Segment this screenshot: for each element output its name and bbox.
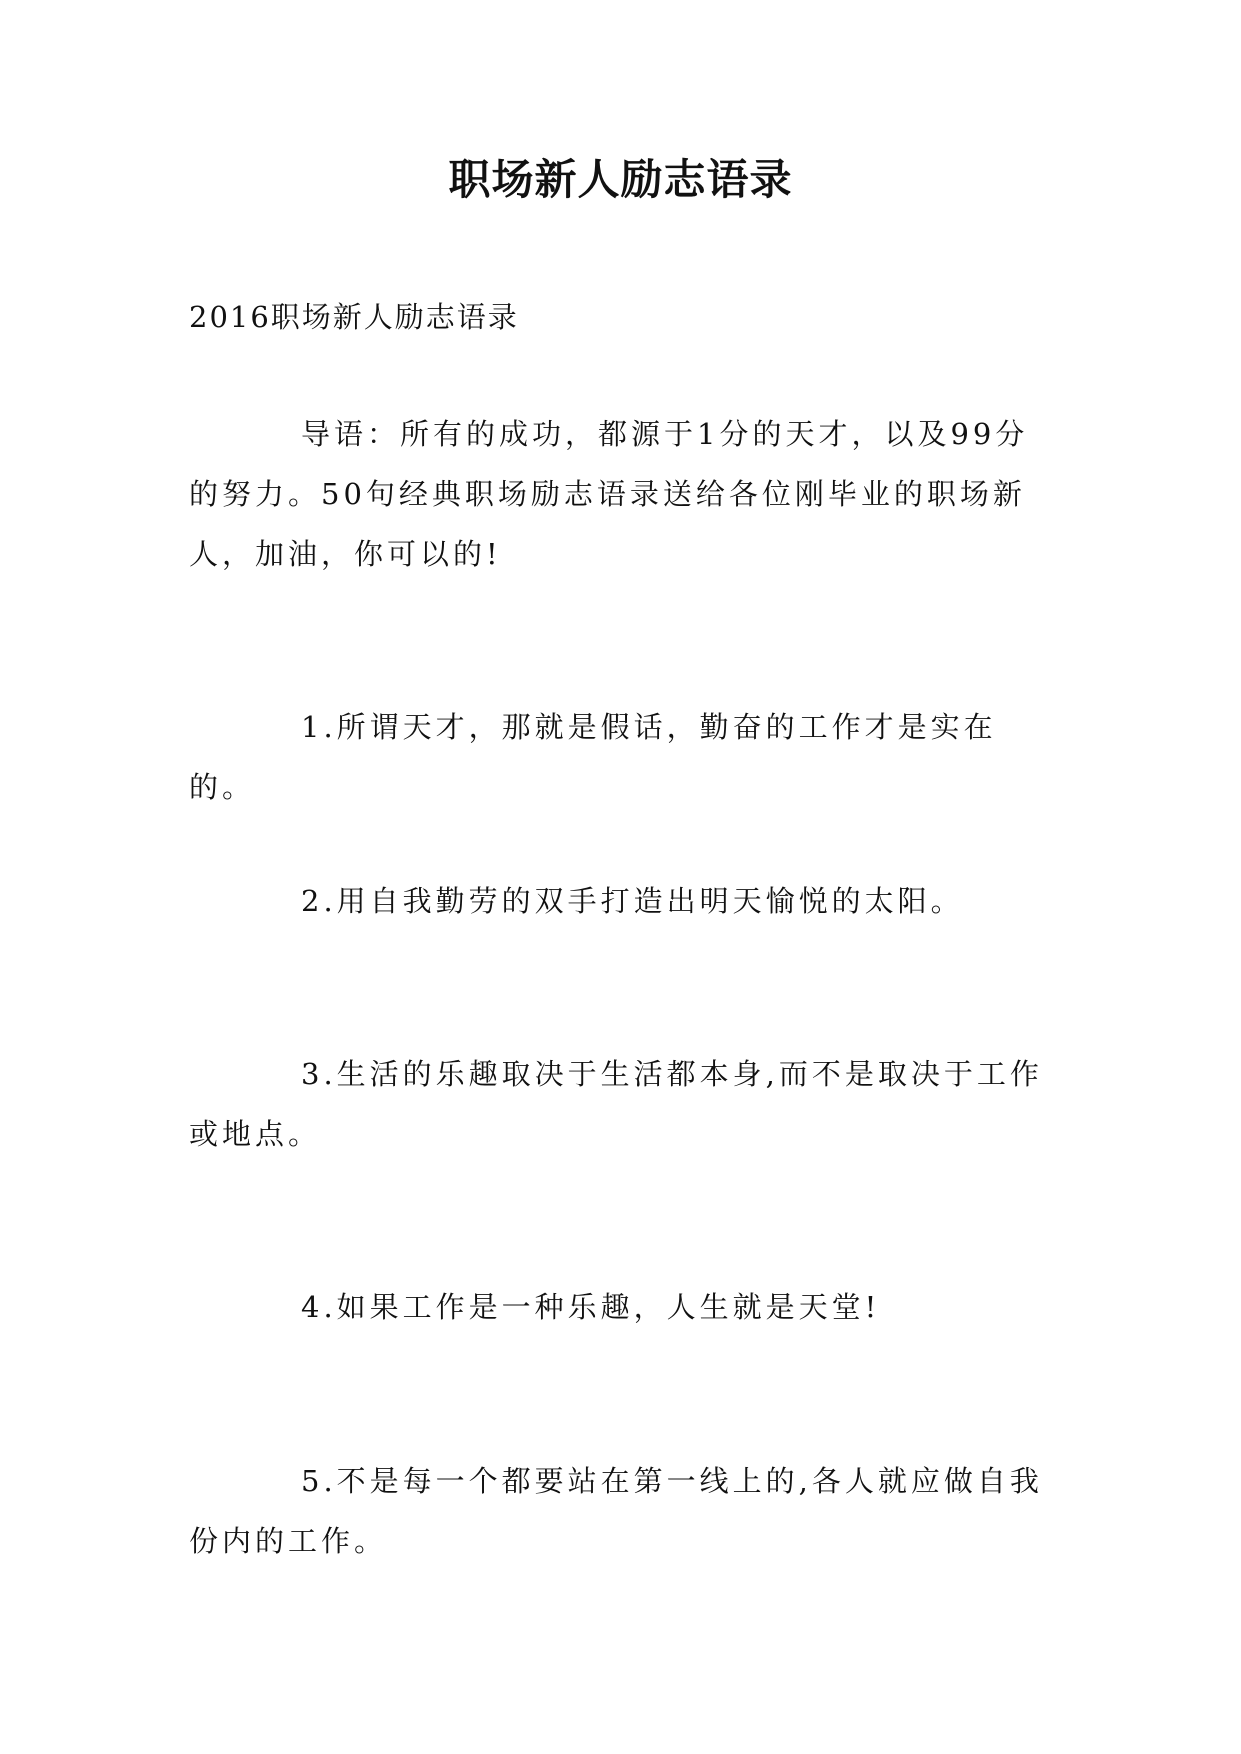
document-subtitle: 2016职场新人励志语录 [189, 300, 519, 334]
document-title: 职场新人励志语录 [448, 155, 793, 204]
quote-item: 3.生活的乐趣取决于生活都本身,而不是取决于工作或地点。 [189, 1057, 1043, 1151]
quote-item: 5.不是每一个都要站在第一线上的,各人就应做自我份内的工作。 [189, 1464, 1043, 1558]
intro-paragraph: 导语：所有的成功，都源于1分的天才，以及99分的努力。50句经典职场励志语录送给各位刚毕业的职场新人，加油，你可以的! [189, 417, 1029, 571]
quote-item: 2.用自我勤劳的双手打造出明天愉悦的太阳。 [301, 884, 964, 918]
quote-item: 4.如果工作是一种乐趣，人生就是天堂! [301, 1290, 881, 1324]
quote-item: 1.所谓天才，那就是假话，勤奋的工作才是实在的。 [189, 710, 997, 804]
